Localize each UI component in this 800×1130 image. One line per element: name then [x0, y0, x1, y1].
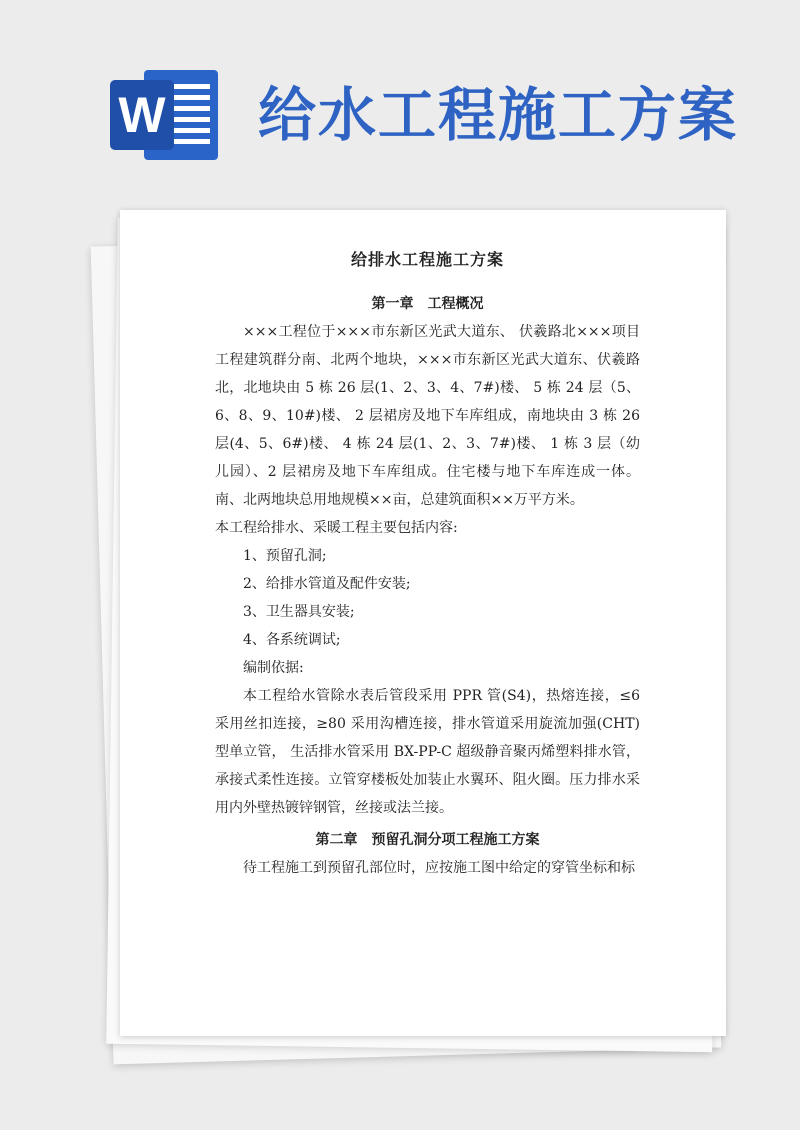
chapter-1-heading: 第一章 工程概况: [371, 296, 484, 312]
document-content: [215, 248, 640, 882]
chapter-2-heading: 第二章 预留孔洞分项工程施工方案: [315, 832, 540, 848]
word-document-icon: [110, 70, 220, 160]
banner-title: 给水工程施工方案: [258, 81, 739, 149]
chapter-2-paragraph: 待工程施工到预留孔部位时，应按施工图中给定的穿管坐标和标: [243, 860, 635, 876]
basis-label: 编制依据:: [243, 660, 304, 676]
list-item: 3、卫生器具安装;: [243, 604, 355, 620]
list-item: 2、给排水管道及配件安装;: [243, 576, 411, 592]
word-badge-letter: W: [110, 80, 174, 150]
list-item: 1、预留孔洞;: [243, 548, 327, 564]
overview-paragraph: ×××工程位于×××市东新区光武大道东、 伏羲路北×××项目工程建筑群分南、北两个地块，×××市东新区光武大道东、伏羲路北，北地块由 5 栋 26 层(1、2、3、4、7#)楼、 5 栋 24 层（5、6、8、9、10#)楼、 2 层裙房及地下车库组成，南地块由 3 栋 26 层(4、5、6#)楼、 4 栋 24 层(1、2、3、7#)楼、 1 栋 3 层（幼儿园）、2 层裙房及地下车库组成。住宅楼与地下车库连成一体。南、北两地块总用地规模××亩，总建筑面积××万平方米。: [215, 324, 640, 508]
header-banner: [0, 0, 800, 190]
document-title: 给排水工程施工方案: [350, 250, 504, 269]
list-item: 4、各系统调试;: [243, 632, 341, 648]
scope-intro: 本工程给排水、采暖工程主要包括内容:: [215, 520, 458, 536]
document-page: [120, 210, 726, 1036]
basis-paragraph: 本工程给水管除水表后管段采用 PPR 管(S4)，热熔连接，≤6 采用丝扣连接，≥80 采用沟槽连接，排水管道采用旋流加强(CHT)型单立管， 生活排水管采用 BX-PP-C 超级静音聚丙烯塑料排水管， 承接式柔性连接。立管穿楼板处加装止水翼环、阻火圈。压力排水采用内外壁热镀锌钢管，丝接或法兰接。: [215, 688, 640, 816]
